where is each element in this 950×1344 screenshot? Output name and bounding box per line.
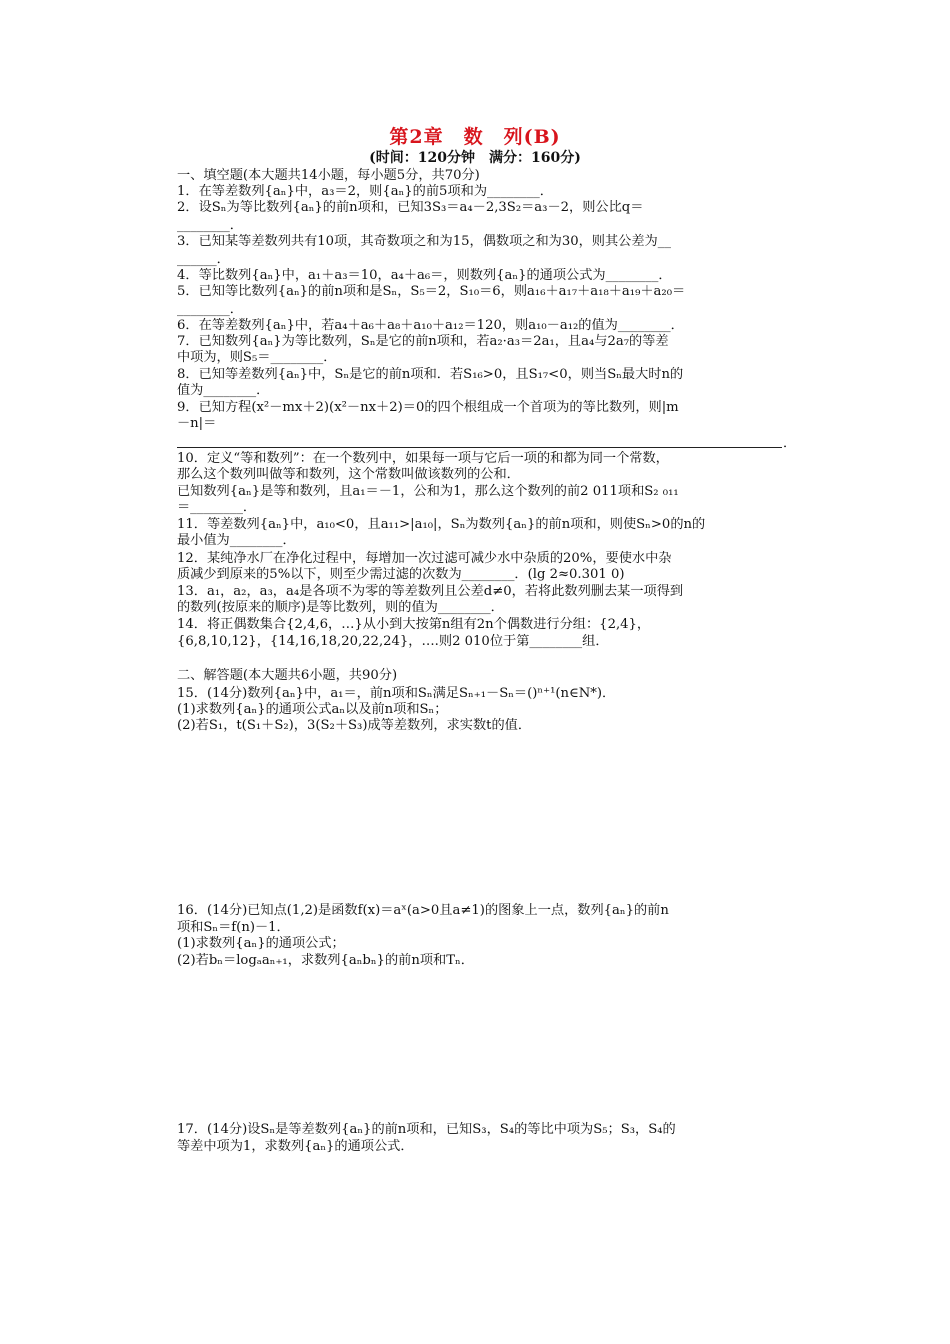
question-3: 3．已知某等差数列共有10项，其奇数项之和为15，偶数项之和为30，则其公差为__ bbox=[177, 234, 671, 249]
section-heading-fill-in: 一、填空题(本大题共14小题，每小题5分，共70分) bbox=[177, 168, 480, 183]
section-heading-answers: 二、解答题(本大题共6小题，共90分) bbox=[177, 668, 398, 683]
question-5-blank: ________． bbox=[177, 302, 243, 317]
question-12: 12．某纯净水厂在净化过程中，每增加一次过滤可减少水中杂质的20%，要使水中杂 bbox=[177, 551, 672, 566]
question-10-cont-2: 已知数列{aₙ}是等和数列，且a₁＝－1，公和为1，那么这个数列的前2 011项和S₂ ₀₁₁ bbox=[177, 484, 679, 499]
question-9-end: ． bbox=[783, 436, 797, 451]
question-9: 9．已知方程(x²－mx＋2)(x²－nx＋2)＝0的四个根组成一个首项为的等比数列，则|m bbox=[177, 400, 679, 415]
question-12-cont: 质减少到原来的5%以下，则至少需过滤的次数为________．(lg 2≈0.301 0) bbox=[177, 567, 625, 582]
question-11: 11．等差数列{aₙ}中，a₁₀<0，且a₁₁>|a₁₀|，Sₙ为数列{aₙ}的前n项和，则使Sₙ>0的n的 bbox=[177, 517, 706, 532]
question-10-blank: ＝________． bbox=[177, 500, 257, 515]
question-15-part-1: (1)求数列{aₙ}的通项公式aₙ以及前n项和Sₙ； bbox=[177, 702, 448, 717]
question-2: 2．设Sₙ为等比数列{aₙ}的前n项和，已知3S₃＝a₄－2,3S₂＝a₃－2，则公比q＝ bbox=[177, 200, 644, 215]
question-11-cont: 最小值为________． bbox=[177, 533, 296, 548]
question-9-cont: －n|＝ bbox=[177, 416, 217, 431]
question-10: 10．定义“等和数列”：在一个数列中，如果每一项与它后一项的和都为同一个常数， bbox=[177, 451, 669, 466]
question-9-answer-line bbox=[177, 447, 782, 448]
question-13-cont: 的数列(按原来的顺序)是等比数列，则的值为________． bbox=[177, 600, 504, 615]
question-8-cont: 值为________． bbox=[177, 383, 270, 398]
question-16-cont: 项和Sₙ＝f(n)－1． bbox=[177, 920, 290, 935]
question-15: 15．(14分)数列{aₙ}中，a₁＝，前n项和Sₙ满足Sₙ₊₁－Sₙ＝()ⁿ⁺¹(n∈N*)． bbox=[177, 686, 616, 701]
question-7: 7．已知数列{aₙ}为等比数列，Sₙ是它的前n项和，若a₂·a₃＝2a₁，且a₄与2a₇的等差 bbox=[177, 334, 669, 349]
question-2-blank: ________． bbox=[177, 218, 243, 233]
question-13: 13．a₁，a₂，a₃，a₄是各项不为零的等差数列且公差d≠0，若将此数列删去某一项得到 bbox=[177, 584, 684, 599]
question-1: 1．在等差数列{aₙ}中，a₃＝2，则{aₙ}的前5项和为________． bbox=[177, 184, 553, 199]
question-7-cont: 中项为，则S₅＝________． bbox=[177, 350, 337, 365]
exam-info: (时间：120分钟 满分：160分) bbox=[369, 150, 581, 166]
question-16: 16．(14分)已知点(1,2)是函数f(x)＝aˣ(a>0且a≠1)的图象上一点，数列{aₙ}的前n bbox=[177, 903, 669, 918]
question-10-cont: 那么这个数列叫做等和数列，这个常数叫做该数列的公和． bbox=[177, 467, 520, 482]
question-17: 17．(14分)设Sₙ是等差数列{aₙ}的前n项和，已知S₃，S₄的等比中项为S₅；S₃，S₄的 bbox=[177, 1122, 676, 1137]
question-14: 14．将正偶数集合{2,4,6，…}从小到大按第n组有2n个偶数进行分组：{2,4}， bbox=[177, 617, 651, 632]
question-17-cont: 等差中项为1，求数列{aₙ}的通项公式． bbox=[177, 1139, 414, 1154]
question-8: 8．已知等差数列{aₙ}中，Sₙ是它的前n项和．若S₁₆>0，且S₁₇<0，则当Sₙ最大时n的 bbox=[177, 367, 684, 382]
page-title: 第2章 数 列(B) bbox=[389, 126, 561, 148]
question-16-part-2: (2)若bₙ＝logₐaₙ₊₁，求数列{aₙbₙ}的前n项和Tₙ． bbox=[177, 953, 474, 968]
question-14-cont: {6,8,10,12}，{14,16,18,20,22,24}，….则2 010位于第________组． bbox=[177, 634, 609, 649]
question-6: 6．在等差数列{aₙ}中，若a₄＋a₆＋a₈＋a₁₀＋a₁₂＝120，则a₁₀－a₁₂的值为________． bbox=[177, 318, 684, 333]
question-5: 5．已知等比数列{aₙ}的前n项和是Sₙ，S₅＝2，S₁₀＝6，则a₁₆＋a₁₇＋a₁₈＋a₁₉＋a₂₀＝ bbox=[177, 284, 686, 299]
question-15-part-2: (2)若S₁，t(S₁＋S₂)，3(S₂＋S₃)成等差数列，求实数t的值． bbox=[177, 718, 532, 733]
question-4: 4．等比数列{aₙ}中，a₁＋a₃＝10，a₄＋a₆＝，则数列{aₙ}的通项公式为________． bbox=[177, 268, 672, 283]
question-16-part-1: (1)求数列{aₙ}的通项公式； bbox=[177, 936, 345, 951]
question-3-blank: ______． bbox=[177, 252, 230, 267]
